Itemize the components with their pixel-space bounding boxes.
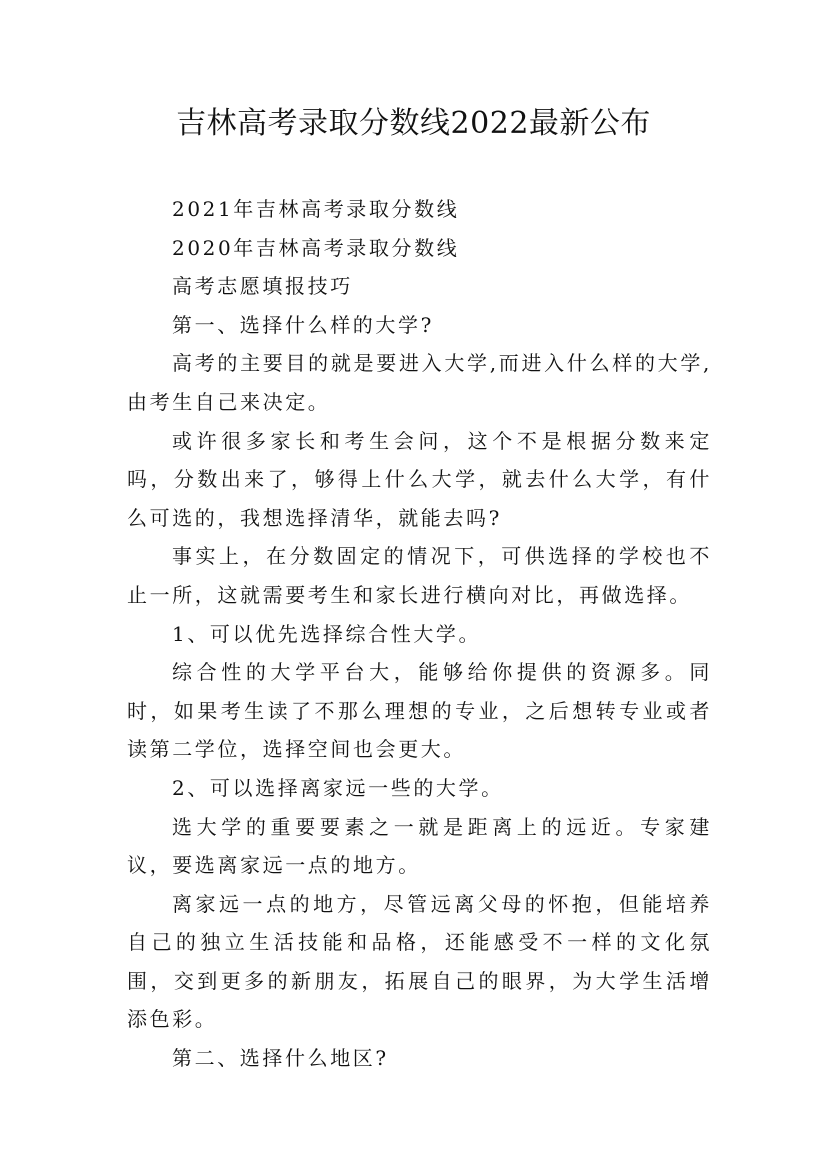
paragraph-2020-score-line: 2020年吉林高考录取分数线 bbox=[172, 235, 460, 260]
paragraph: 事实上，在分数固定的情况下，可供选择的学校也不止一所，这就需要考生和家长进行横向对比，再做选择。 bbox=[127, 544, 712, 607]
paragraph: 综合性的大学平台大，能够给你提供的资源多。同时，如果考生读了不那么理想的专业，之后想转专业或者读第二学位，选择空间也会更大。 bbox=[127, 660, 712, 762]
paragraph: 离家远一点的地方，尽管远离父母的怀抱，但能培养自己的独立生活技能和品格，还能感受不一样的文化氛围，交到更多的新朋友，拓展自己的眼界，为大学生活增添色彩。 bbox=[127, 891, 712, 1032]
paragraph: 高考的主要目的就是要进入大学,而进入什么样的大学,由考生自己来决定。 bbox=[127, 351, 712, 414]
paragraph-2021-score-line: 2021年吉林高考录取分数线 bbox=[172, 197, 460, 221]
document-title: 吉林高考录取分数线2022最新公布 bbox=[176, 106, 651, 141]
paragraph: 选大学的重要要素之一就是距离上的远近。专家建议，要选离家远一点的地方。 bbox=[127, 814, 712, 878]
document-body bbox=[127, 190, 712, 1078]
paragraph-point-one: 1、可以优先选择综合性大学。 bbox=[172, 621, 482, 646]
paragraph-section-two-heading: 第二、选择什么地区? bbox=[172, 1046, 389, 1071]
paragraph: 或许很多家长和考生会问，这个不是根据分数来定吗，分数出来了，够得上什么大学，就去什么大学，有什么可选的，我想选择清华，就能去吗? bbox=[127, 428, 712, 530]
paragraph-section-one-heading: 第一、选择什么样的大学? bbox=[172, 312, 434, 337]
paragraph-application-tips: 高考志愿填报技巧 bbox=[172, 274, 353, 299]
paragraph-point-two: 2、可以选择离家远一些的大学。 bbox=[172, 775, 504, 800]
